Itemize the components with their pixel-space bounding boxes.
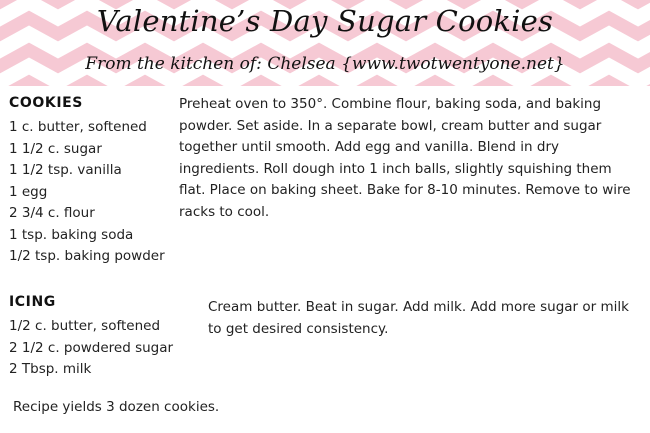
ingredient-item: 1 1/2 tsp. vanilla bbox=[9, 162, 122, 178]
recipe-title: Valentine’s Day Sugar Cookies bbox=[96, 4, 554, 38]
cookies-directions: Preheat oven to 350°. Combine flour, baking soda, and baking powder. Set aside. In a separate bowl, cream butter and sugar together until smooth. Add egg and vanilla. Blend in dry ingredients. Roll dough into 1 inch balls, slightly squishing them flat. Place on baking sheet. Bake for 8-10 minutes. Remove to wire racks to cool. bbox=[179, 96, 631, 220]
cookies-ingredient-list bbox=[9, 117, 165, 268]
ingredient-item: 1/2 c. butter, softened bbox=[9, 318, 161, 334]
ingredient-item: 2 1/2 c. powdered sugar bbox=[9, 339, 174, 356]
recipe-yield: Recipe yields 3 dozen cookies. bbox=[13, 399, 220, 415]
icing-ingredient-list bbox=[9, 316, 173, 381]
ingredient-item: 1 egg bbox=[9, 183, 48, 200]
ingredient-item: 1 c. butter, softened bbox=[9, 119, 147, 135]
ingredient-item: 2 Tbsp. milk bbox=[9, 361, 92, 377]
cookies-heading: COOKIES bbox=[9, 95, 83, 111]
ingredient-item: 1 tsp. baking soda bbox=[9, 226, 134, 243]
ingredient-item: 1 1/2 c. sugar bbox=[9, 140, 102, 157]
ingredient-item: 1/2 tsp. baking powder bbox=[9, 248, 165, 264]
chevron-header bbox=[0, 0, 650, 86]
ingredient-item: 2 3/4 c. flour bbox=[9, 205, 95, 221]
chevron-stripe bbox=[0, 82, 650, 86]
icing-heading: ICING bbox=[9, 294, 56, 310]
icing-directions: Cream butter. Beat in sugar. Add milk. Add more sugar or milk to get desired consistency. bbox=[208, 299, 629, 337]
recipe-source: From the kitchen of: Chelsea {www.twotwentyone.net} bbox=[85, 54, 565, 74]
